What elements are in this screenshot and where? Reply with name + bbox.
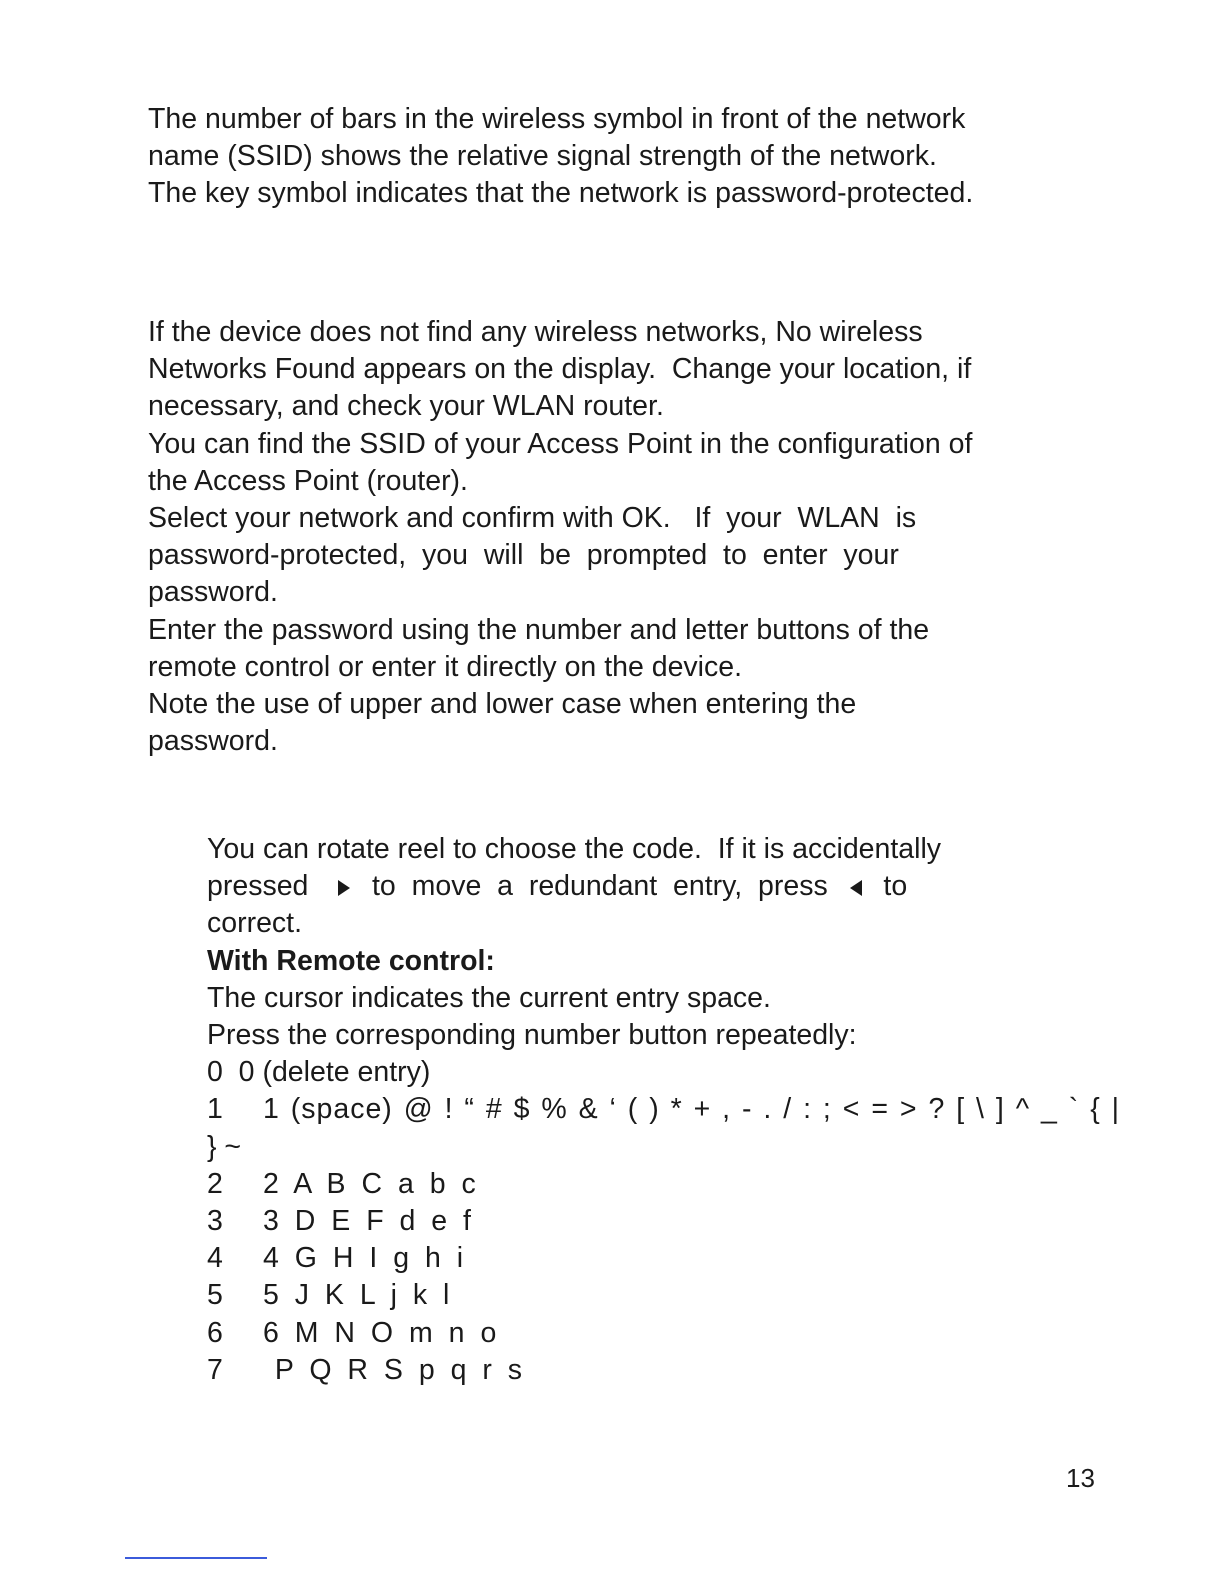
- key-characters: 5 J K L j k l: [263, 1279, 454, 1312]
- text-line: Note the use of upper and lower case when entering the: [148, 688, 857, 721]
- text-line: You can find the SSID of your Access Point in the configuration of: [148, 427, 973, 460]
- key-number: 2: [207, 1167, 223, 1200]
- text-line: remote control or enter it directly on the device.: [148, 650, 743, 683]
- text-line: Enter the password using the number and letter buttons of the: [148, 613, 930, 646]
- text-line: The number of bars in the wireless symbol in front of the network: [148, 103, 966, 135]
- text-line: You can rotate reel to choose the code. If it is accidentally: [207, 833, 942, 865]
- key-number: 6: [207, 1316, 223, 1349]
- key-row-3: [207, 1203, 1120, 1240]
- text-line: If the device does not find any wireless networks, No wireless: [148, 316, 923, 348]
- key-characters: 2 A B C a b c: [263, 1167, 480, 1200]
- key-row-5: [207, 1277, 1120, 1314]
- key-number: 4: [207, 1242, 223, 1275]
- key-row-1: [207, 1091, 1120, 1128]
- text-line: name (SSID) shows the relative signal strength of the network.: [148, 140, 937, 173]
- text-line: the Access Point (router).: [148, 464, 468, 497]
- text-line: The cursor indicates the current entry space.: [207, 981, 771, 1014]
- paragraph-signal-strength: [148, 101, 973, 213]
- text-line: password-protected, you will be prompted to enter your: [148, 539, 899, 572]
- key-row-4: [207, 1240, 1120, 1277]
- key-characters: 4 G H I g h i: [263, 1242, 468, 1275]
- reel-instructions: [207, 831, 1120, 1389]
- text-line: [207, 868, 1120, 905]
- text-line: correct.: [207, 907, 303, 940]
- remote-control-heading: With Remote control:: [207, 944, 495, 977]
- paragraph-network-setup: [148, 314, 972, 760]
- key-number: 7: [207, 1353, 223, 1386]
- left-arrow-icon: [850, 880, 862, 896]
- text-fragment: to: [883, 870, 908, 903]
- key-number: 3: [207, 1205, 223, 1238]
- key-row-2: [207, 1166, 1120, 1203]
- text-line: Press the corresponding number button repeatedly:: [207, 1019, 857, 1052]
- key-row-1-continued: } ~: [207, 1130, 242, 1163]
- page-number: 13: [1066, 1463, 1095, 1493]
- text-line: Networks Found appears on the display. Change your location, if: [148, 353, 972, 386]
- text-line: password.: [148, 576, 278, 609]
- key-number: 5: [207, 1279, 223, 1312]
- key-characters: P Q R S p q r s: [263, 1353, 527, 1386]
- key-row-0: 0 0 (delete entry): [207, 1056, 431, 1089]
- text-line: necessary, and check your WLAN router.: [148, 390, 664, 423]
- key-row-7: [207, 1352, 1120, 1389]
- key-number: 1: [207, 1093, 223, 1126]
- text-fragment: to move a redundant entry, press: [372, 870, 828, 903]
- key-characters: 6 M N O m n o: [263, 1316, 501, 1349]
- key-characters: 1 (space) @ ! “ # $ % & ‘ ( ) * + , - . / : ; < = > ? [ \ ] ^ _ ` { |: [263, 1093, 1121, 1126]
- footer-divider: [125, 1557, 267, 1559]
- text-line: password.: [148, 725, 278, 758]
- right-arrow-icon: [338, 880, 350, 896]
- key-characters: 3 D E F d e f: [263, 1205, 475, 1238]
- key-row-6: [207, 1315, 1120, 1352]
- text-line: The key symbol indicates that the network is password-protected.: [148, 177, 974, 210]
- text-fragment: pressed: [207, 870, 309, 903]
- text-line: Select your network and confirm with OK. If your WLAN is: [148, 502, 917, 535]
